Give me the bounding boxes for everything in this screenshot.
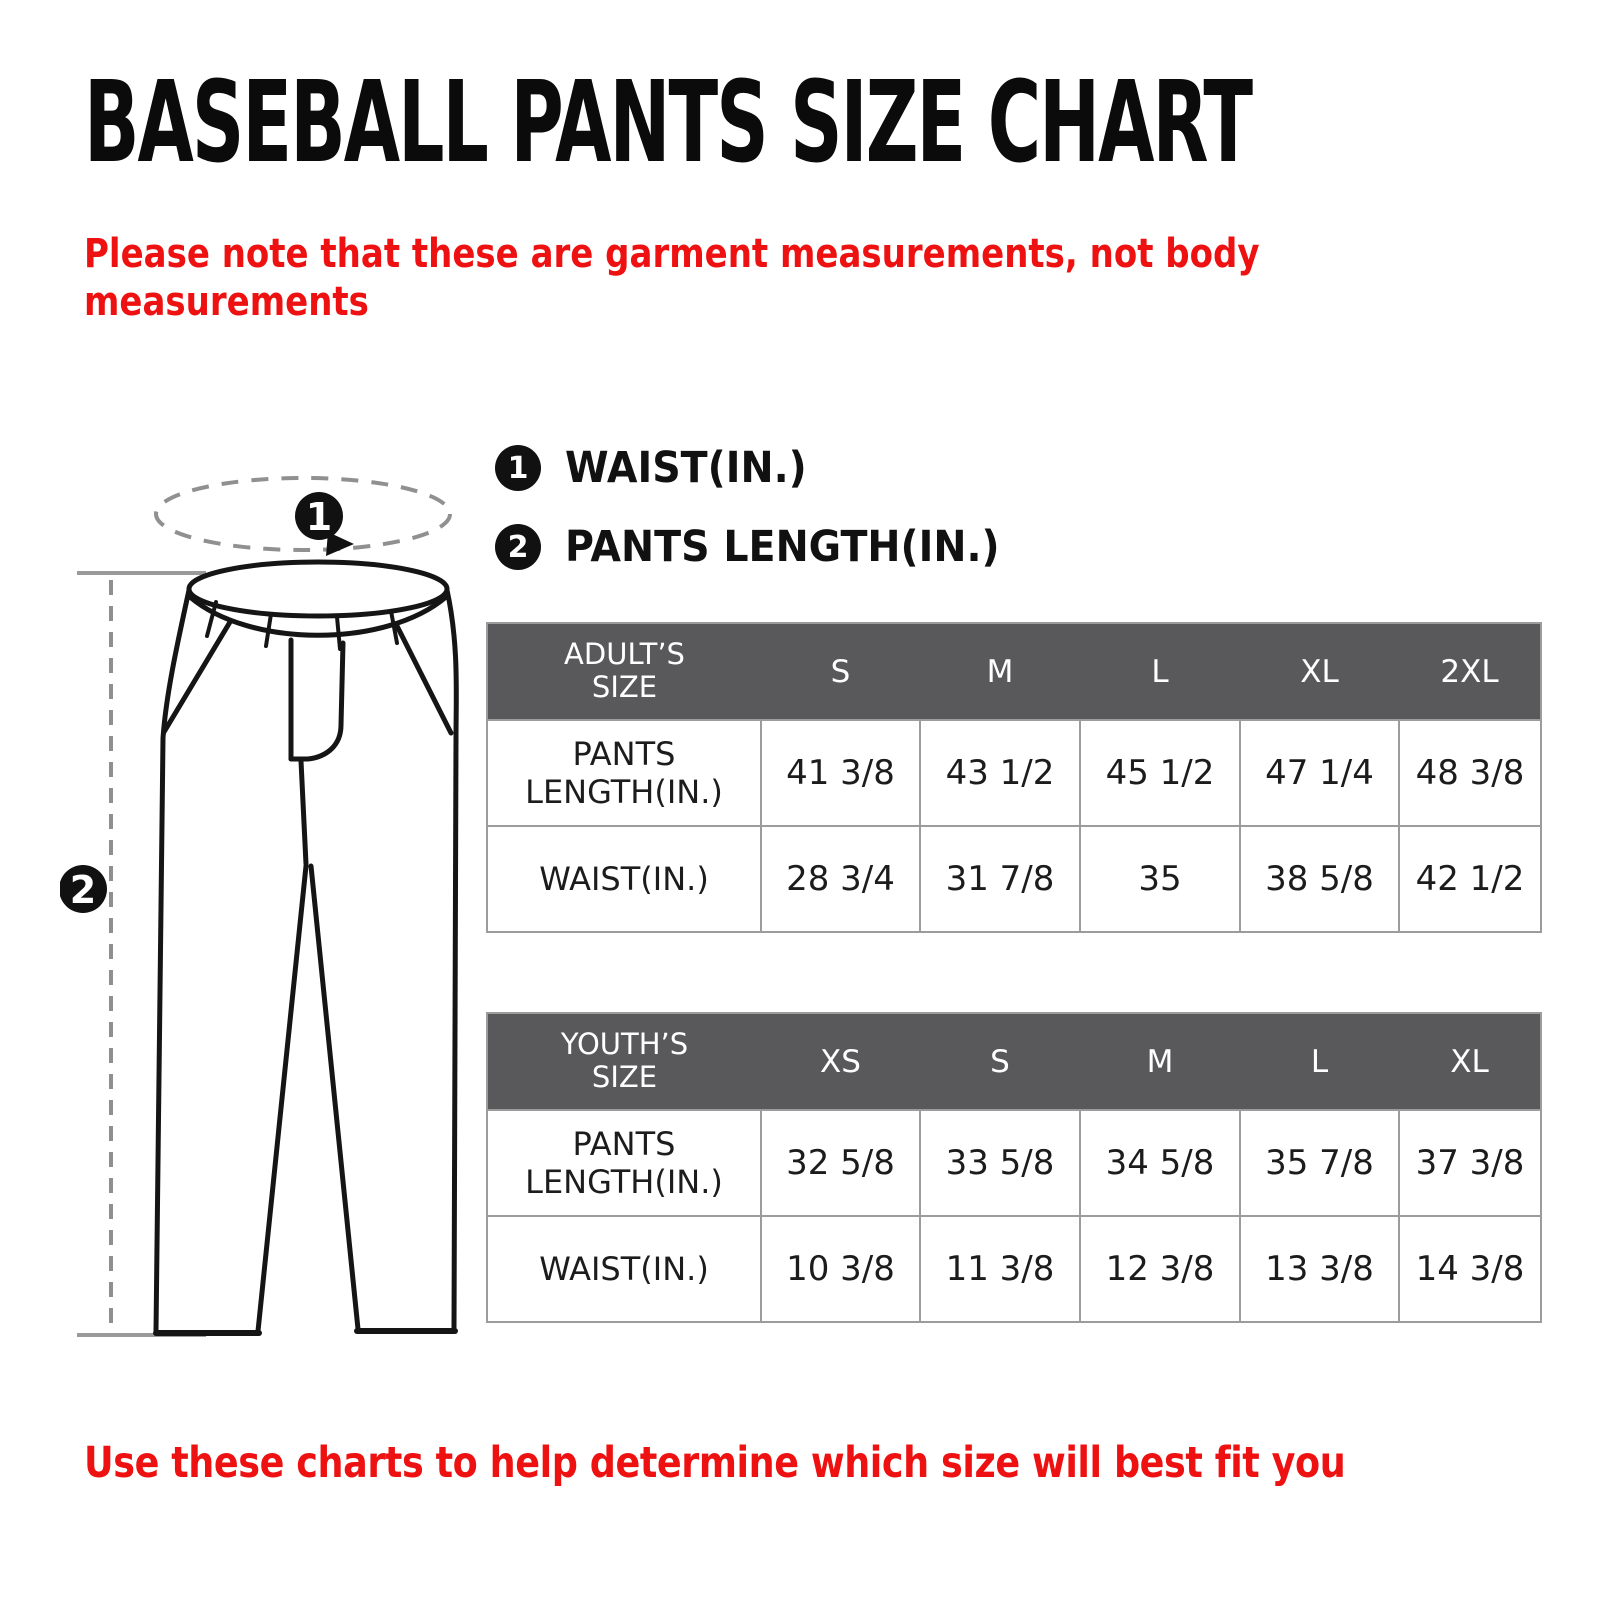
cell-value: 47 1/4 <box>1240 720 1399 826</box>
length-badge-icon: 2 <box>495 524 541 570</box>
youth-table-title: YOUTH’S SIZE <box>487 1013 761 1110</box>
adult-size-table <box>486 622 1542 933</box>
fit-advice-note: Use these charts to help determine which size will best fit you <box>84 1438 1346 1488</box>
cell-value: 42 1/2 <box>1399 826 1541 932</box>
page-title: BASEBALL PANTS SIZE CHART <box>84 58 1252 188</box>
adult-header-row <box>487 623 1541 720</box>
waist-badge-icon: 1 <box>495 445 541 491</box>
row-label: WAIST(IN.) <box>487 1216 761 1322</box>
cell-value: 14 3/8 <box>1399 1216 1541 1322</box>
adult-size-col-m: M <box>920 623 1080 720</box>
cell-value: 43 1/2 <box>920 720 1080 826</box>
cell-value: 11 3/8 <box>920 1216 1080 1322</box>
cell-value: 38 5/8 <box>1240 826 1399 932</box>
svg-text:1: 1 <box>305 495 333 539</box>
svg-text:2: 2 <box>69 868 97 912</box>
youth-size-col-xs: XS <box>761 1013 920 1110</box>
legend-length-label: PANTS LENGTH(IN.) <box>565 522 1000 572</box>
legend-item-waist <box>495 443 1037 493</box>
adult-size-col-xl: XL <box>1240 623 1399 720</box>
pants-outline <box>156 562 456 1333</box>
cell-value: 37 3/8 <box>1399 1110 1541 1216</box>
pants-measurement-diagram <box>60 440 480 1340</box>
row-label: PANTS LENGTH(IN.) <box>487 1110 761 1216</box>
youth-size-col-m: M <box>1080 1013 1240 1110</box>
adult-size-col-l: L <box>1080 623 1240 720</box>
adult-pants-length-row <box>487 720 1541 826</box>
adult-table-title: ADULT’S SIZE <box>487 623 761 720</box>
cell-value: 33 5/8 <box>920 1110 1080 1216</box>
cell-value: 10 3/8 <box>761 1216 920 1322</box>
row-label: PANTS LENGTH(IN.) <box>487 720 761 826</box>
measurement-legend <box>495 443 1037 572</box>
waist-marker-badge <box>295 492 343 540</box>
youth-pants-length-row <box>487 1110 1541 1216</box>
cell-value: 31 7/8 <box>920 826 1080 932</box>
cell-value: 12 3/8 <box>1080 1216 1240 1322</box>
cell-value: 41 3/8 <box>761 720 920 826</box>
adult-waist-row <box>487 826 1541 932</box>
length-marker-badge <box>60 865 107 913</box>
cell-value: 34 5/8 <box>1080 1110 1240 1216</box>
youth-header-row <box>487 1013 1541 1110</box>
legend-item-length <box>495 522 1037 572</box>
garment-measurement-note: Please note that these are garment measurements, not body measurements <box>84 231 1260 325</box>
adult-size-col-s: S <box>761 623 920 720</box>
youth-size-col-s: S <box>920 1013 1080 1110</box>
cell-value: 13 3/8 <box>1240 1216 1399 1322</box>
cell-value: 48 3/8 <box>1399 720 1541 826</box>
cell-value: 35 <box>1080 826 1240 932</box>
cell-value: 35 7/8 <box>1240 1110 1399 1216</box>
row-label: WAIST(IN.) <box>487 826 761 932</box>
legend-waist-label: WAIST(IN.) <box>565 443 807 493</box>
cell-value: 45 1/2 <box>1080 720 1240 826</box>
youth-waist-row <box>487 1216 1541 1322</box>
youth-size-table <box>486 1012 1542 1323</box>
youth-size-col-xl: XL <box>1399 1013 1541 1110</box>
cell-value: 28 3/4 <box>761 826 920 932</box>
adult-size-col-2xl: 2XL <box>1399 623 1541 720</box>
youth-size-col-l: L <box>1240 1013 1399 1110</box>
cell-value: 32 5/8 <box>761 1110 920 1216</box>
